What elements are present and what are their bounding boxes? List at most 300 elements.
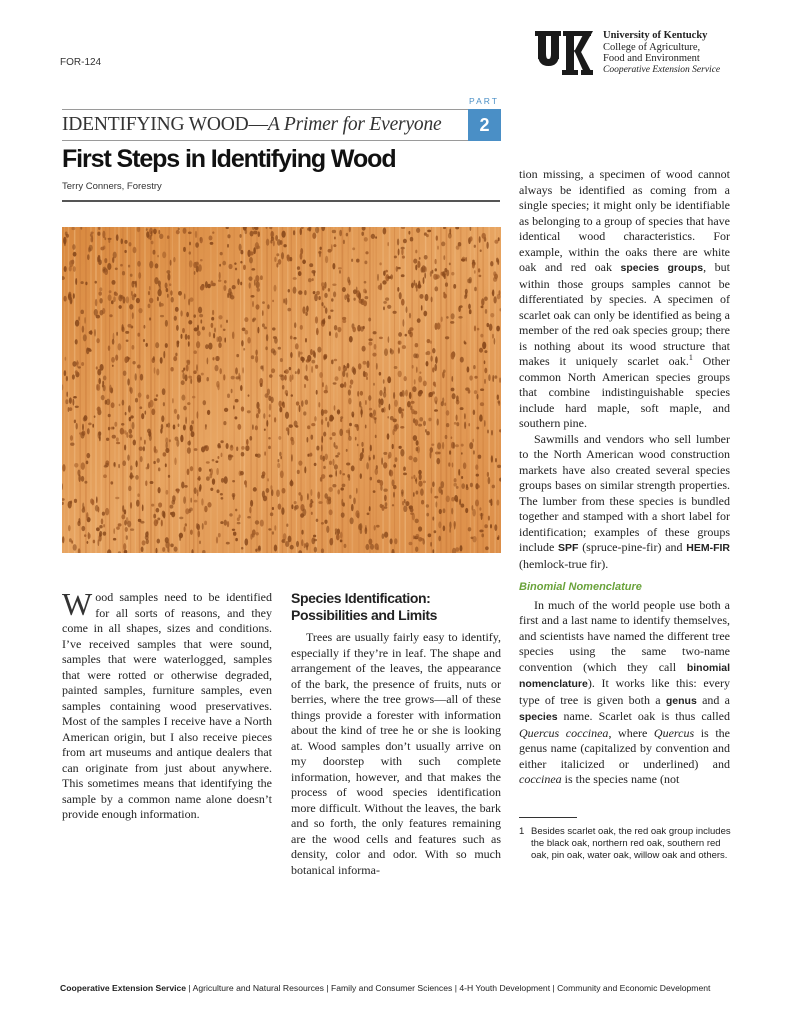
wood-pore xyxy=(224,476,228,484)
wood-pore xyxy=(181,380,185,385)
wood-pore xyxy=(309,263,313,267)
wood-pore xyxy=(314,547,317,553)
wood-pore xyxy=(394,255,397,258)
wood-pore xyxy=(480,334,483,338)
wood-pore xyxy=(293,287,297,294)
wood-pore xyxy=(341,512,345,517)
wood-pore xyxy=(454,422,457,425)
wood-pore xyxy=(301,539,303,546)
wood-pore xyxy=(311,435,314,440)
wood-pore xyxy=(94,309,98,316)
wood-pore xyxy=(375,435,377,439)
wood-pore xyxy=(458,469,460,476)
wood-pore xyxy=(469,277,472,284)
wood-pore xyxy=(145,343,147,347)
wood-pore xyxy=(310,452,313,456)
wood-pore xyxy=(419,257,421,260)
wood-pore xyxy=(183,247,186,252)
wood-pore xyxy=(311,360,315,364)
part-label: PART xyxy=(469,96,499,106)
wood-pore xyxy=(137,365,141,369)
wood-pore xyxy=(455,444,459,447)
wood-pore xyxy=(434,496,438,499)
wood-pore xyxy=(128,405,131,412)
wood-pore xyxy=(430,271,432,277)
wood-pore xyxy=(266,488,270,493)
wood-pore xyxy=(442,271,446,277)
wood-pore xyxy=(380,504,383,508)
wood-pore xyxy=(185,523,187,526)
wood-pore xyxy=(453,483,456,487)
wood-pore xyxy=(357,513,360,519)
wood-pore xyxy=(189,507,193,511)
wood-pore xyxy=(191,431,195,437)
wood-pore xyxy=(174,458,176,466)
wood-pore xyxy=(448,462,450,466)
wood-pore xyxy=(172,495,176,502)
wood-pore xyxy=(255,425,258,430)
wood-pore xyxy=(224,280,227,283)
wood-pore xyxy=(165,320,168,327)
wood-pore xyxy=(322,382,324,387)
wood-pore xyxy=(235,399,239,403)
wood-pore xyxy=(351,259,353,262)
wood-pore xyxy=(410,406,412,411)
wood-pore xyxy=(472,263,475,268)
wood-pore xyxy=(441,316,443,322)
wood-pore xyxy=(72,361,76,367)
wood-pore xyxy=(379,390,382,396)
wood-pore xyxy=(291,439,294,445)
wood-pore xyxy=(183,228,187,234)
wood-pore xyxy=(256,245,260,249)
wood-pore xyxy=(76,423,78,430)
wood-pore xyxy=(70,435,73,441)
wood-pore xyxy=(352,247,355,250)
wood-pore xyxy=(339,429,343,436)
wood-pore xyxy=(351,465,355,471)
wood-pore xyxy=(149,261,153,269)
wood-pore xyxy=(358,292,361,300)
wood-pore xyxy=(223,374,225,380)
wood-pore xyxy=(456,486,459,489)
wood-pore xyxy=(332,263,335,269)
wood-pore xyxy=(338,366,341,371)
wood-pore xyxy=(188,320,192,324)
wood-pore xyxy=(253,318,257,321)
wood-pore xyxy=(216,468,219,475)
wood-pore xyxy=(494,338,496,345)
wood-pore xyxy=(394,366,398,369)
wood-pore xyxy=(334,405,336,410)
wood-pore xyxy=(210,488,213,491)
wood-pore xyxy=(340,383,344,388)
wood-pore xyxy=(105,400,107,405)
wood-pore xyxy=(107,263,111,270)
wood-pore xyxy=(201,498,203,505)
wood-pore xyxy=(192,396,195,399)
wood-pore xyxy=(436,235,438,240)
wood-pore xyxy=(409,313,411,319)
keyword-species-groups: species groups xyxy=(620,262,704,274)
wood-pore xyxy=(317,491,320,499)
wood-pore xyxy=(88,423,92,426)
wood-pore xyxy=(338,267,342,269)
wood-pore xyxy=(377,547,379,550)
wood-pore xyxy=(401,274,405,277)
wood-pore xyxy=(349,423,352,427)
wood-pore xyxy=(313,350,316,357)
wood-pore xyxy=(252,301,254,308)
wood-pore xyxy=(87,541,89,544)
wood-pore xyxy=(288,289,290,293)
wood-pore xyxy=(308,278,312,282)
wood-pore xyxy=(187,402,190,405)
wood-pore xyxy=(410,512,414,515)
wood-pore xyxy=(165,448,169,453)
wood-pore xyxy=(116,526,120,529)
wood-pore xyxy=(298,290,302,294)
wood-pore xyxy=(178,291,182,296)
wood-pore xyxy=(497,294,501,299)
wood-pore xyxy=(347,277,350,283)
wood-pore xyxy=(388,336,390,343)
wood-pore xyxy=(352,366,355,373)
wood-pore xyxy=(467,366,470,372)
wood-pore xyxy=(162,547,165,552)
wood-ray xyxy=(127,227,128,553)
wood-pore xyxy=(475,464,478,470)
wood-pore xyxy=(413,435,417,441)
wood-pore xyxy=(477,328,480,331)
wood-ray xyxy=(179,227,181,553)
wood-pore xyxy=(244,317,248,322)
wood-pore xyxy=(216,537,218,544)
wood-pore xyxy=(352,327,356,333)
wood-pore xyxy=(456,395,459,401)
uk-logo xyxy=(535,30,593,76)
wood-pore xyxy=(433,274,437,280)
wood-pore xyxy=(340,532,343,539)
wood-pore xyxy=(267,478,269,481)
wood-pore xyxy=(435,501,437,507)
wood-pore xyxy=(387,305,391,309)
wood-pore xyxy=(127,521,131,528)
wood-pore xyxy=(494,375,497,378)
wood-pore xyxy=(381,408,384,412)
wood-pore xyxy=(157,458,160,463)
wood-pore xyxy=(282,488,286,494)
wood-pore xyxy=(242,367,244,373)
wood-pore xyxy=(346,233,348,237)
wood-pore xyxy=(248,394,250,396)
wood-pore xyxy=(255,454,258,457)
wood-pore xyxy=(374,344,377,350)
wood-pore xyxy=(222,261,226,266)
wood-pore xyxy=(451,436,453,439)
wood-pore xyxy=(451,508,453,515)
wood-pore xyxy=(219,272,221,280)
wood-pore xyxy=(187,441,191,446)
wood-pore xyxy=(248,276,252,281)
wood-ray xyxy=(185,227,187,553)
wood-pore xyxy=(478,275,481,278)
wood-pore xyxy=(393,392,395,399)
wood-pore xyxy=(148,304,151,309)
wood-pore xyxy=(250,231,254,237)
wood-pore xyxy=(438,486,441,493)
wood-pore xyxy=(373,455,375,460)
wood-pore xyxy=(265,393,269,398)
wood-pore xyxy=(435,452,439,455)
wood-pore xyxy=(465,289,468,294)
wood-pore xyxy=(125,430,127,434)
wood-pore xyxy=(233,405,235,409)
wood-pore xyxy=(205,424,207,428)
wood-pore xyxy=(226,320,228,323)
wood-pore xyxy=(124,356,128,363)
wood-pore xyxy=(461,504,465,508)
wood-pore xyxy=(240,261,242,264)
wood-pore xyxy=(314,539,318,542)
wood-pore xyxy=(163,402,165,406)
wood-pore xyxy=(413,475,415,479)
wood-pore xyxy=(250,251,254,255)
wood-pore xyxy=(390,349,394,354)
wood-pore xyxy=(315,365,318,369)
wood-pore xyxy=(478,268,480,272)
wood-pore xyxy=(280,358,283,362)
wood-pore xyxy=(278,347,281,350)
wood-pore xyxy=(403,376,406,381)
wood-pore xyxy=(76,362,78,365)
wood-pore xyxy=(286,393,288,396)
footnote-number: 1 xyxy=(519,826,525,837)
wood-pore xyxy=(318,296,321,300)
wood-pore xyxy=(407,401,411,407)
wood-pore xyxy=(416,287,418,292)
wood-ray xyxy=(244,227,246,553)
wood-pore xyxy=(185,508,189,514)
text-run: ). It works like this: every type of tree is given both a xyxy=(519,676,730,707)
wood-pore xyxy=(353,298,355,301)
wood-pore xyxy=(220,493,223,496)
wood-pore xyxy=(151,241,154,245)
wood-pore xyxy=(153,229,157,234)
wood-pore xyxy=(235,268,237,271)
wood-pore xyxy=(227,521,229,527)
wood-pore xyxy=(287,308,291,312)
wood-pore xyxy=(272,507,274,510)
wood-pore xyxy=(326,498,329,504)
wood-pore xyxy=(253,487,257,491)
wood-pore xyxy=(412,386,416,392)
wood-pore xyxy=(236,376,240,379)
wood-pore xyxy=(237,522,241,524)
wood-pore xyxy=(474,325,476,331)
wood-pore xyxy=(270,231,274,237)
wood-pore xyxy=(453,284,456,289)
wood-pore xyxy=(285,369,289,374)
wood-pore xyxy=(94,281,96,284)
wood-pore xyxy=(124,240,127,244)
wood-pore xyxy=(465,257,467,262)
wood-pore xyxy=(365,544,369,550)
wood-pore xyxy=(438,536,441,542)
wood-pore xyxy=(493,296,496,303)
wood-pore xyxy=(91,232,94,234)
wood-pore xyxy=(135,373,137,381)
wood-pore xyxy=(323,306,325,309)
wood-pore xyxy=(432,348,435,353)
wood-pore xyxy=(369,506,371,511)
wood-pore xyxy=(300,325,303,330)
wood-pore xyxy=(130,465,132,470)
wood-pore xyxy=(181,334,183,339)
wood-pore xyxy=(258,231,260,237)
wood-pore xyxy=(223,285,226,291)
wood-pore xyxy=(269,414,271,417)
wood-pore xyxy=(121,514,125,519)
wood-pore xyxy=(329,509,333,515)
wood-pore xyxy=(335,445,338,449)
wood-pore xyxy=(99,287,102,291)
wood-pore xyxy=(115,268,118,271)
wood-pore xyxy=(190,529,193,534)
wood-pore xyxy=(146,467,149,470)
wood-pore xyxy=(75,370,78,374)
wood-pore xyxy=(269,374,273,378)
wood-pore xyxy=(337,452,340,455)
wood-pore xyxy=(291,454,293,462)
wood-ray xyxy=(234,227,235,553)
wood-pore xyxy=(98,431,101,436)
wood-pore xyxy=(383,462,387,468)
wood-pore xyxy=(154,519,158,526)
wood-pore xyxy=(442,371,445,378)
wood-pore xyxy=(475,499,479,506)
wood-pore xyxy=(250,295,254,298)
wood-pore xyxy=(493,271,496,276)
wood-pore xyxy=(62,536,64,543)
wood-ray xyxy=(418,227,419,553)
wood-pore xyxy=(384,495,387,501)
wood-pore xyxy=(426,234,429,237)
wood-pore xyxy=(382,280,386,284)
wood-pore xyxy=(240,282,242,286)
wood-pore xyxy=(418,376,422,383)
wood-pore xyxy=(66,234,69,238)
wood-pore xyxy=(412,365,414,369)
wood-pore xyxy=(289,424,293,427)
wood-pore xyxy=(333,382,337,384)
wood-ray xyxy=(454,227,456,553)
wood-pore xyxy=(357,444,359,447)
wood-pore xyxy=(102,512,105,516)
wood-pore xyxy=(221,478,224,483)
wood-pore xyxy=(320,247,322,250)
wood-pore xyxy=(333,291,336,297)
wood-pore xyxy=(189,297,193,302)
wood-pore xyxy=(307,425,310,429)
wood-pore xyxy=(432,481,435,487)
wood-pore xyxy=(464,342,466,345)
wood-pore xyxy=(130,502,132,509)
wood-pore xyxy=(489,324,493,331)
wood-ray xyxy=(364,227,365,553)
wood-pore xyxy=(270,240,272,244)
text-run: (hemlock-true fir). xyxy=(519,556,609,571)
wood-pore xyxy=(190,425,193,432)
wood-pore xyxy=(68,525,71,531)
wood-pore xyxy=(145,532,148,538)
wood-pore xyxy=(162,252,166,259)
wood-ray xyxy=(333,227,334,553)
wood-pore xyxy=(416,491,419,495)
wood-pore xyxy=(232,332,235,340)
wood-pore xyxy=(421,500,424,505)
binomial-paragraph xyxy=(519,598,730,788)
wood-pore xyxy=(145,480,147,486)
wood-pore xyxy=(204,521,207,526)
wood-pore xyxy=(103,532,106,536)
wood-pore xyxy=(116,442,120,445)
wood-pore xyxy=(365,251,368,254)
intro-text: ood samples need to be identified for all sorts of reasons, and they come in all shapes, sizes and conditions. I’ve received samples that were sound, samples that were waterlogged, samples that were rotted or otherwise degraded, painted samples, furniture samples, even samples containing wood preservatives. Most of the samples I receive have a North American origin, but I also receive pieces from art museums and antique dealers that can originate from just about anywhere. This sometimes means that identifying the sample by a common name alone doesn’t provide enough information. xyxy=(62,590,272,821)
wood-pore xyxy=(340,416,343,419)
wood-pore xyxy=(492,485,495,489)
wood-pore xyxy=(398,341,402,345)
wood-pore xyxy=(176,230,180,234)
wood-pore xyxy=(414,379,416,384)
wood-pore xyxy=(219,264,221,267)
document-number: FOR-124 xyxy=(60,57,102,68)
wood-pore xyxy=(99,435,101,441)
wood-pore xyxy=(409,392,412,399)
wood-pore xyxy=(246,439,249,445)
wood-pore xyxy=(469,309,472,314)
wood-pore xyxy=(419,371,421,374)
wood-pore xyxy=(132,345,135,350)
wood-pore xyxy=(81,462,85,470)
wood-pore xyxy=(168,475,170,478)
wood-pore xyxy=(266,420,268,427)
wood-pore xyxy=(306,364,308,371)
wood-pore xyxy=(267,304,269,309)
wood-pore xyxy=(241,452,245,456)
wood-pore xyxy=(216,381,219,388)
wood-pore xyxy=(247,410,251,413)
part-number-badge: 2 xyxy=(468,109,501,141)
wood-pore xyxy=(258,408,261,414)
wood-pore xyxy=(108,345,110,351)
wood-pore xyxy=(496,258,499,263)
wood-pore xyxy=(489,500,492,503)
wood-pore xyxy=(200,237,203,243)
wood-pore xyxy=(247,516,251,519)
wood-pore xyxy=(415,534,419,539)
wood-pore xyxy=(301,357,305,362)
wood-pore xyxy=(390,274,393,279)
wood-pore xyxy=(146,231,149,238)
wood-pore xyxy=(319,372,323,378)
wood-pore xyxy=(232,480,235,482)
wood-pore xyxy=(426,504,429,507)
wood-ray xyxy=(271,227,272,553)
wood-pore xyxy=(161,424,163,430)
wood-pore xyxy=(197,477,201,480)
wood-pore xyxy=(486,242,488,249)
